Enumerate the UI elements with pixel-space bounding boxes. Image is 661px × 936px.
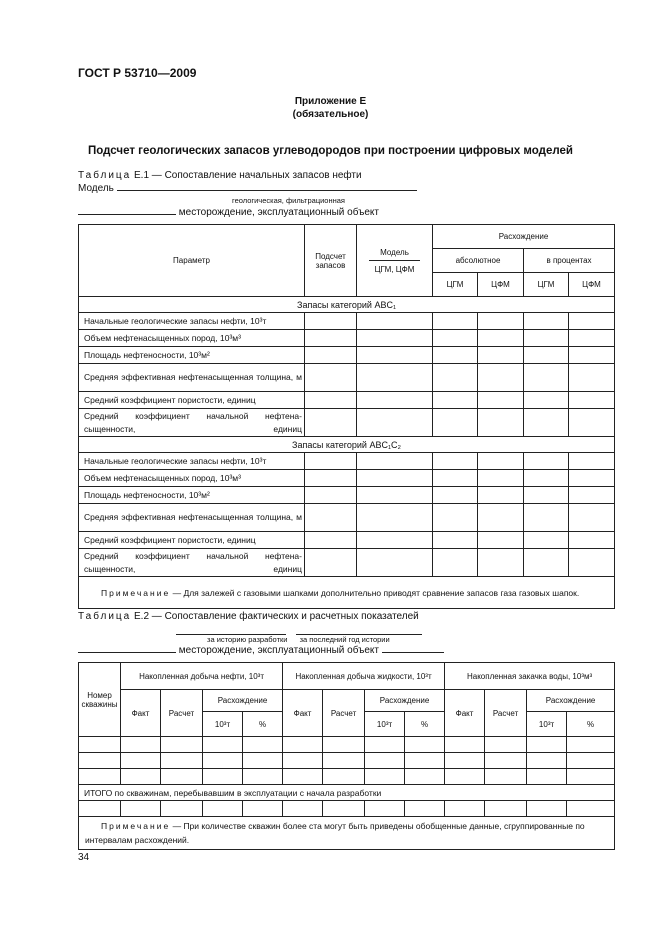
section-abc1: Запасы категорий ABC₁ <box>79 297 615 313</box>
deposit-line-1 <box>78 207 379 218</box>
hdr-pct-cfm: ЦФМ <box>569 273 615 297</box>
itogo-row: ИТОГО по скважинам, перебывавшим в эксплуатации с начала разработки <box>79 785 615 801</box>
table1-note-word: Примечание <box>101 587 171 598</box>
table2-caption-text: Е.2 — Сопоставление фактических и расчетных показателей <box>134 611 419 622</box>
row-param: Площадь нефтеносности, 10³м² <box>79 347 305 364</box>
hdr-abs-cgm: ЦГМ <box>433 273 478 297</box>
hdr-discrepancy: Расхождение <box>365 690 445 712</box>
table1-note-text: — Для залежей с газовыми шапками дополнительно приводят сравнение запасов газа газовых шапок. <box>172 587 580 598</box>
hdr-pct: % <box>405 712 445 737</box>
table2-note <box>79 817 615 850</box>
hdr-calc: Расчет <box>161 690 203 737</box>
hint-last-year: за последний год истории <box>299 635 390 644</box>
row-param: Средний коэффициент начальной нефтенасыщенности, единиц <box>79 409 305 437</box>
hdr-discrepancy: Расхождение <box>203 690 283 712</box>
hdr-param: Параметр <box>79 225 305 297</box>
row-param: Площадь нефтеносности, 10³м² <box>79 487 305 504</box>
hdr-pct: % <box>567 712 615 737</box>
section-abc1c2: Запасы категорий ABC₁C₂ <box>79 437 615 453</box>
hdr-model-sub: ЦГМ, ЦФМ <box>374 264 415 274</box>
deposit-suffix-2: месторождение, эксплуатационный объект <box>178 645 379 656</box>
annex-status: (обязательное) <box>292 109 369 120</box>
hdr-unit-t: 10³т <box>203 712 243 737</box>
hdr-count: Подсчет запасов <box>305 225 357 297</box>
table1-caption-word: Таблица <box>78 170 132 181</box>
model-line <box>78 183 417 194</box>
row-param: Объем нефтенасыщенных пород, 10³м³ <box>79 330 305 347</box>
row-param: Средний коэффициент пористости, единиц <box>79 392 305 409</box>
row-param: Средняя эффективная нефтенасыщенная толщина, м <box>79 364 305 392</box>
hdr-unit-m: 10³т <box>527 712 567 737</box>
row-param: Средняя эффективная нефтенасыщенная толщина, м <box>79 504 305 532</box>
page-number: 34 <box>78 852 90 863</box>
table2-note-text: — При количестве скважин более ста могут быть приведены обобщенные данные, сгруппированные по интервалам расхождений. <box>85 821 585 845</box>
table2-note-word: Примечание <box>101 821 171 831</box>
model-hint: геологическая, фильтрационная <box>232 196 345 205</box>
hdr-model-label: Модель <box>380 247 409 257</box>
deposit-line-2 <box>78 645 444 656</box>
deposit-blank-1 <box>78 214 176 215</box>
hdr-liquid: Накопленная добыча жидкости, 10³т <box>283 663 445 690</box>
hdr-calc: Расчет <box>485 690 527 737</box>
hdr-unit-t: 10³т <box>365 712 405 737</box>
hint-history: за историю разработки <box>207 635 288 644</box>
standard-number: ГОСТ Р 53710—2009 <box>78 66 197 80</box>
deposit-blank-3 <box>382 652 444 653</box>
row-param: Средний коэффициент начальной нефтенасыщенности, единиц <box>79 549 305 577</box>
history-hints <box>207 635 390 644</box>
model-blank <box>117 190 417 191</box>
model-label: Модель <box>78 183 114 194</box>
deposit-blank-2 <box>78 652 176 653</box>
hdr-oil: Накопленная добыча нефти, 10³т <box>121 663 283 690</box>
hdr-fact: Факт <box>445 690 485 737</box>
hdr-fact: Факт <box>283 690 323 737</box>
hdr-model <box>357 225 433 297</box>
hdr-water: Накопленная закачка воды, 10³м³ <box>445 663 615 690</box>
deposit-suffix-1: месторождение, эксплуатационный объект <box>178 207 379 218</box>
main-title: Подсчет геологических запасов углеводородов при построении цифровых моделей <box>88 145 573 157</box>
table1-note <box>79 577 615 609</box>
table-e2 <box>78 662 615 850</box>
hdr-absolute: абсолютное <box>433 249 524 273</box>
annex-title: Приложение Е <box>294 96 367 107</box>
table1-caption <box>78 170 362 181</box>
row-param: Начальные геологические запасы нефти, 10³т <box>79 453 305 470</box>
hdr-pct-cgm: ЦГМ <box>524 273 569 297</box>
hdr-abs-cfm: ЦФМ <box>478 273 524 297</box>
hdr-discrepancy: Расхождение <box>433 225 615 249</box>
row-param: Начальные геологические запасы нефти, 10³т <box>79 313 305 330</box>
table2-caption-word: Таблица <box>78 611 132 622</box>
table2-caption <box>78 611 419 622</box>
row-param: Средний коэффициент пористости, единиц <box>79 532 305 549</box>
row-param: Объем нефтенасыщенных пород, 10³м³ <box>79 470 305 487</box>
hdr-pct: % <box>243 712 283 737</box>
hdr-calc: Расчет <box>323 690 365 737</box>
table-e1 <box>78 224 615 609</box>
hdr-well-number: Номер скважины <box>79 663 121 737</box>
hdr-percent: в процентах <box>524 249 615 273</box>
table1-caption-text: Е.1 — Сопоставление начальных запасов нефти <box>134 170 362 181</box>
hdr-fact: Факт <box>121 690 161 737</box>
hdr-discrepancy: Расхождение <box>527 690 615 712</box>
hdr-model-rule <box>369 260 420 261</box>
